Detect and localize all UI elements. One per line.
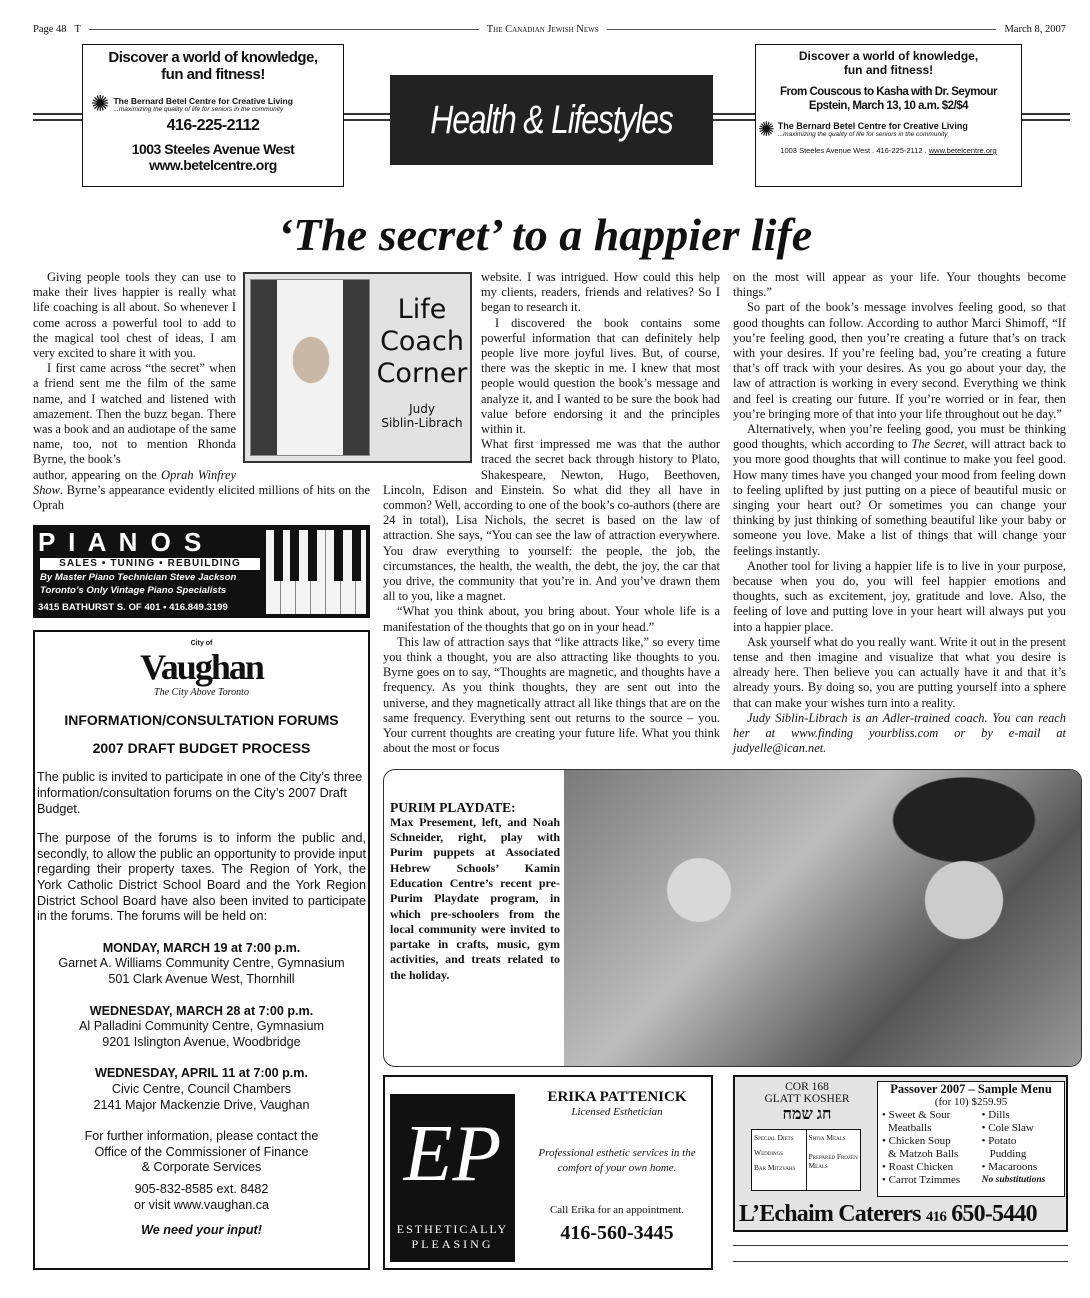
forum-item <box>35 941 368 988</box>
menu-item: • Carrot Tzimmes <box>882 1173 961 1186</box>
ad-closing: We need your input! <box>141 1223 262 1238</box>
bottom-ads <box>383 1075 1082 1270</box>
ad-address: 3415 BATHURST S. OF 401 • 416.849.3199 <box>38 602 228 614</box>
text: Alternatively, when you’re feeling good, you must be thinking good thoughts, which according to <box>733 422 1066 452</box>
text: author, appearing on the <box>33 467 162 482</box>
ad-heading: INFORMATION/CONSULTATION FORUMS <box>64 712 339 729</box>
show-title: Oprah Winfrey Show <box>33 467 236 497</box>
forum-venue: Garnet A. Williams Community Centre, Gymnasium <box>58 956 345 971</box>
menu-item: Meatballs <box>888 1121 932 1134</box>
ad-text: By Master Piano Technician Steve Jackson <box>40 572 237 584</box>
forum-address: 2141 Major Mackenzie Drive, Vaughan <box>93 1097 310 1112</box>
org-name: The Bernard Betel Centre for Creative Living <box>777 121 968 131</box>
column-name: Coach <box>380 326 464 357</box>
paragraph: “What you think about, you bring about. Your whole life is a manifestation of the thoughts that go on in your head.” <box>383 604 720 634</box>
hebrew-greeting: חג שמח <box>782 1105 832 1123</box>
ad-title: P I A N O S <box>38 528 205 557</box>
service: Special Diets <box>754 1132 794 1142</box>
paragraph: on the most will appear as your life. Your thoughts become things.” <box>733 270 1066 300</box>
forum-date: WEDNESDAY, MARCH 28 at 7:00 p.m. <box>89 1003 314 1018</box>
caterer-phone: 650-5440 <box>951 1200 1037 1227</box>
newspaper-name: The Canadian Jewish News <box>486 23 599 35</box>
ad-headline: fun and fitness! <box>843 63 934 77</box>
menu-price: (for 10) $259.95 <box>934 1095 1008 1108</box>
org-tagline: ...maximizing the quality of life for seniors in the community <box>113 105 284 113</box>
page-number: Page 48 <box>33 23 67 35</box>
paragraph: I discovered the book contains some powerful information that can definitely help people live more joyful lives. But, of course, there was the skeptic in me. I knew that most people would question the book’s message and analyze it, and I wanted to be sure the book had value before endorsing it and the principles within it. <box>481 315 720 437</box>
divider <box>607 29 997 30</box>
ad-phone: 416-225-2112 <box>166 117 260 134</box>
book-illustration <box>751 1129 861 1191</box>
rule <box>344 113 390 121</box>
ad-heading: 2007 DRAFT BUDGET PROCESS <box>92 739 311 756</box>
area-code: 416 <box>925 1208 947 1225</box>
article-columns <box>383 270 1082 757</box>
ad-contact: 1003 Steeles Avenue West . 416-225-2112 . <box>780 146 929 155</box>
sample-menu <box>877 1081 1065 1197</box>
author-bio: Judy Siblin-Librach is an Adler-trained coach. You can reach her at www.finding yourbliss.com or by e-mail at judyelle@ican.net. <box>733 710 1066 756</box>
forum-venue: Civic Centre, Council Chambers <box>111 1081 292 1096</box>
column-name: Corner <box>376 358 468 389</box>
paragraph: What first impressed me was that the author traced the secret back through <box>481 437 720 467</box>
business-phone: 416-560-3445 <box>560 1221 674 1244</box>
betel-logo-icon: ✺ <box>91 91 110 116</box>
business-description: Professional esthetic services in the comfort of your own home. <box>538 1146 696 1174</box>
ad-headline: fun and fitness! <box>161 66 265 83</box>
betel-centre-ad-right[interactable] <box>755 44 1022 187</box>
paragraph: I first came across “the secret” when a friend sent me the film of the same name, and I watched and listened with amazement. Then the buzz began. There was a book and an audiotape of the same name, too, not to mention Rhonda Byrne, the book’s <box>33 361 236 467</box>
article-title: ‘The secret’ to a happier life <box>277 209 813 260</box>
ep-logo: EP <box>403 1109 502 1198</box>
call-to-action: Call Erika for an appointment. <box>549 1203 685 1216</box>
ad-services: SALES • TUNING • REBUILDING <box>40 558 260 570</box>
caterer-name: L’Echaim Caterers <box>739 1200 921 1227</box>
section-title: Health & Lifestyles <box>430 97 673 142</box>
event-text: Epstein, March 13, 10 a.m. $2/$4 <box>808 100 969 112</box>
purim-photo <box>564 770 1081 1066</box>
right-region <box>383 270 1082 1270</box>
contact-text: For further information, please contact the <box>84 1129 319 1144</box>
service: Weddings <box>754 1147 784 1157</box>
kosher-cert: COR 168 <box>785 1080 829 1093</box>
menu-item: & Matzoh Balls <box>888 1147 959 1160</box>
author-name: Siblin-Librach <box>381 416 463 430</box>
article-column-3 <box>733 270 1066 757</box>
rule <box>33 113 83 121</box>
contact-phone: 905-832-8585 ext. 8482 <box>134 1181 269 1196</box>
contact-text: & Corporate Services <box>141 1160 262 1175</box>
paragraph: This law of attraction says that “like attracts like,” so every time you think a thought, you are also attracting like thoughts to you. Byrne goes on to say, “Thoughts are magnetic, and thoughts have a frequency. As you think thoughts, they are sent out into the universe, and they magnetically attract all like things that are on the same frequency. Everything sent out returns to the source – you. Your current thoughts are creating your future life. What you think about the most or focus <box>383 634 720 756</box>
paragraph: Giving people tools they can use to make their lives happier is really what life coaching is all about. So whenever I come across a powerful tool to add to the magical tool chest of ideas, I am very excited to share it with you. <box>33 270 236 361</box>
rule <box>713 113 755 121</box>
text: , will attract back to you more good thoughts that will continue to make you feel good. How many times have you changed your mood from feeling down to feeling uplifted by just putting on a piece of beautiful music or singing your heart out? Or sometimes you can change your thinking by just thinking of something beautiful like your baby or someone you love. Make a list of things that will change your feelings instantly. <box>733 437 1066 558</box>
author-name: Judy <box>409 402 435 416</box>
divider <box>733 1245 1068 1246</box>
service: Prepared Frozen Meals <box>808 1151 858 1170</box>
paragraph: Ask yourself what do you really want. Write it out in the present tense and then imagine and visualize that what you desire is already here. Then believe you can actually have it and that it’s already yours. By doing so, you are putting yourself into a sphere that can make your wishes turn into a reality. <box>733 634 1066 710</box>
paragraph: Another tool for living a happier life is to live in your purpose, because when you do, you will feel happier emotions and thoughts, such as excitement, joy, gratitude and love. Also, the feeling of love and putting love in your heart will always put you into a happier place. <box>733 558 1066 634</box>
book-title: The Secret <box>911 437 965 452</box>
vaughan-logo: Vaughan <box>140 647 263 688</box>
column-name: Life <box>397 294 447 325</box>
ad-website[interactable]: www.betelcentre.org <box>928 146 997 155</box>
menu-item: • Cole Slaw <box>981 1121 1034 1134</box>
service: Shiva Meals <box>808 1132 846 1142</box>
forum-item <box>35 1004 368 1051</box>
ad-text: Toronto’s Only Vintage Piano Specialists <box>40 585 227 597</box>
forum-address: 501 Clark Avenue West, Thornhill <box>108 971 295 986</box>
forum-date: WEDNESDAY, APRIL 11 at 7:00 p.m. <box>95 1066 308 1081</box>
kosher-cert: GLATT KOSHER <box>764 1092 850 1105</box>
betel-centre-ad-left[interactable] <box>82 44 344 187</box>
menu-item: Pudding <box>989 1147 1027 1160</box>
ad-headline: Discover a world of knowledge, <box>108 49 318 66</box>
org-tagline: ...maximizing the quality of life for seniors in the community <box>777 131 948 138</box>
page-header <box>33 22 1066 36</box>
rule <box>1022 113 1070 121</box>
menu-note: No substitutions <box>981 1174 1046 1185</box>
logo-tagline: The City Above Toronto <box>154 687 249 699</box>
contact-text: Office of the Commissioner of Finance <box>94 1144 309 1159</box>
paragraph: website. I was intrigued. How could this help my clients, readers, friends and relatives? So I began to research it. <box>481 270 720 315</box>
menu-item: • Potato <box>981 1134 1017 1147</box>
menu-title: Passover 2007 – Sample Menu <box>890 1081 1052 1096</box>
caption-title: PURIM PLAYDATE: <box>390 799 516 815</box>
author-photo <box>250 279 370 456</box>
issue-date: March 8, 2007 <box>1004 23 1066 35</box>
paragraph: history to Plato, Shakespeare, Newton, Hugo, Beethoven, Lincoln, Edison and Einstein. So what did they all have in common? Well, according to one of the book’s co-authors (there are 24 in total), Lisa Nichols, the secret is based on the law of attraction. She says, “You can see the law of attraction everywhere. You draw everything to yourself: the people, the job, the circumstances, the health, the wealth, the debt, the joy, the car that you drive, the community that you’re in. And you’ve drawn them all to you, like a magnet. <box>383 452 720 604</box>
ad-website[interactable]: www.betelcentre.org <box>149 157 277 173</box>
event-text: From Couscous to Kasha with Dr. Seymour <box>780 86 997 98</box>
purim-photo-box <box>383 769 1082 1067</box>
menu-item: • Macaroons <box>981 1160 1038 1173</box>
business-name: ERIKA PATTENICK <box>547 1088 687 1105</box>
erika-pattenick-ad[interactable] <box>383 1075 713 1270</box>
menu-item: • Dills <box>981 1108 1010 1121</box>
menu-item: • Roast Chicken <box>882 1160 954 1173</box>
photo-caption: Max Presement, left, and Noah Schneider, right, play with Purim puppets at Associated Hebrew Schools’ Kamin Education Centre’s recent pre-Purim Playdate program, in which pre-schoolers from the local community were invited to partake in crafts, music, gym activities, and treats related to the holiday. <box>390 814 560 982</box>
piano-keys-image <box>266 530 366 614</box>
ad-address: 1003 Steeles Avenue West <box>131 141 295 157</box>
menu-item: • Sweet & Sour <box>882 1108 951 1121</box>
forum-date: MONDAY, MARCH 19 at 7:00 p.m. <box>102 940 301 955</box>
lechaim-caterers-ad[interactable] <box>733 1075 1068 1232</box>
section-banner <box>390 75 713 165</box>
contact-website[interactable]: or visit www.vaughan.ca <box>133 1197 270 1212</box>
paragraph <box>733 422 1066 559</box>
service: Bar Mitzvahs <box>754 1162 796 1172</box>
paragraph: So part of the book’s message involves feeling good, so that good thoughts can follow. According to author Marci Shimoff, “If you’re feeling good, then you’re creating a future that’s on track with your desires. If you’re feeling bad, you’re creating a future that’s off track with your desires. As you go about your day, the law of attraction is working in every second. Everything we think and feel is creating our future. If you’re worried or in fear, then you’re bringing more of that into your life throughout out he day.” <box>733 300 1066 421</box>
betel-logo-icon: ✺ <box>758 119 775 141</box>
forum-venue: Al Palladini Community Centre, Gymnasium <box>79 1019 324 1034</box>
forum-address: 9201 Islington Avenue, Woodbridge <box>102 1034 301 1049</box>
text: . Byrne’s appearance evidently elicited millions of hits on the Oprah <box>33 482 370 513</box>
logo-text: City of <box>190 640 213 648</box>
life-coach-corner-box <box>243 272 472 463</box>
forum-item <box>35 1066 368 1113</box>
pianos-ad[interactable] <box>33 525 370 618</box>
ad-paragraph: The public is invited to participate in one of the City’s three information/consultation forums on the City’s 2007 Draft Budget. <box>37 770 363 816</box>
divider <box>89 29 479 30</box>
vaughan-ad[interactable] <box>33 630 370 1270</box>
paragraph <box>33 468 370 512</box>
brand-text: ESTHETICALLY <box>396 1221 509 1236</box>
menu-item: • Chicken Soup <box>882 1134 951 1147</box>
brand-text: PLEASING <box>411 1236 494 1251</box>
business-title: Licensed Esthetician <box>571 1105 663 1118</box>
section-letter: T <box>74 23 81 35</box>
ad-paragraph: The purpose of the forums is to inform the public and, secondly, to allow the public an opportunity to provide input regarding their property taxes. The Region of York, the York Catholic District School Board and the York Region District School Board have also been invited to participate in the forums. The forums will be held on: <box>37 831 366 924</box>
org-name: The Bernard Betel Centre for Creative Living <box>113 95 293 106</box>
divider <box>733 1261 1068 1262</box>
ad-headline: Discover a world of knowledge, <box>798 49 979 63</box>
